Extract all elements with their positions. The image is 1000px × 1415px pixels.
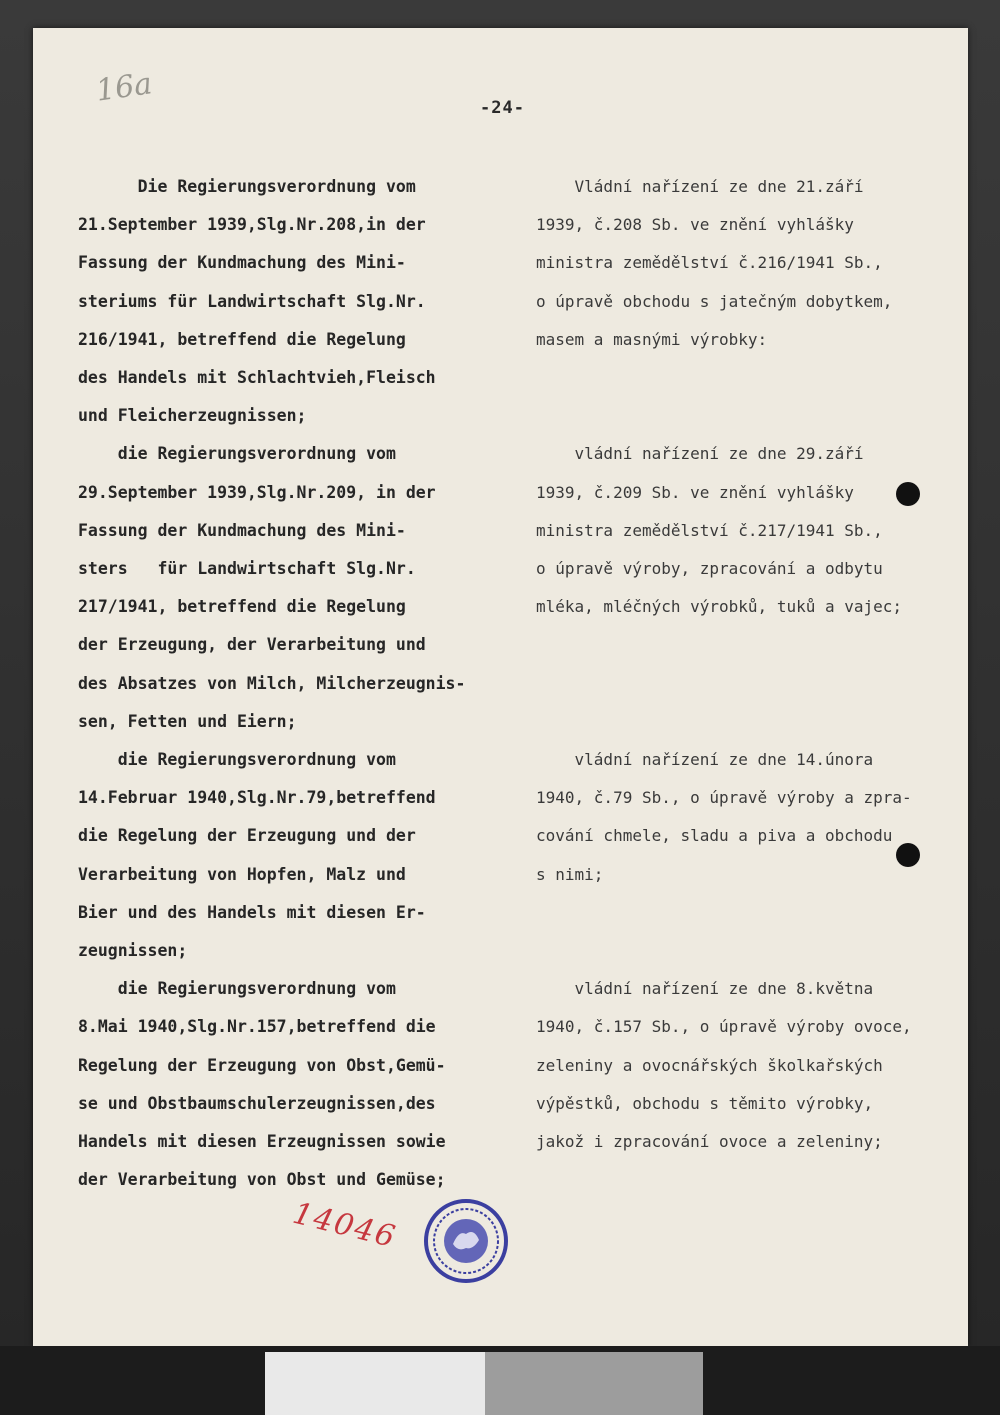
czech-line: výpěstků, obchodu s těmito výrobky, (536, 1093, 874, 1113)
czech-line (536, 359, 966, 397)
german-line: sters für Landwirtschaft Slg.Nr. (78, 559, 416, 579)
german-line: des Handels mit Schlachtvieh,Fleisch (78, 368, 436, 388)
folio-note: 16a (93, 66, 155, 109)
page-number: -24- (480, 98, 525, 118)
czech-line: Vládní nařízení ze dne 21.září (536, 177, 864, 196)
german-line: Regelung der Erzeugung von Obst,Gemü- (78, 1055, 446, 1075)
german-line: Handels mit diesen Erzeugnissen sowie (78, 1132, 446, 1152)
czech-line: o úpravě výroby, zpracování a odbytu (536, 559, 883, 579)
czech-line: o úpravě obchodu s jatečným dobytkem, (536, 291, 893, 311)
czech-line: ministra zemědělství č.216/1941 Sb., (536, 253, 883, 273)
german-line: zeugnissen; (78, 941, 188, 961)
czech-text (536, 168, 966, 1161)
color-patch-grey (485, 1352, 703, 1415)
german-line: steriums für Landwirtschaft Slg.Nr. (78, 291, 426, 311)
german-line: die Regierungsverordnung vom (78, 979, 396, 999)
german-line: Bier und des Handels mit diesen Er- (78, 902, 426, 922)
german-line: se und Obstbaumschulerzeugnissen,des (78, 1093, 436, 1113)
czech-line (536, 397, 966, 435)
german-line: Die Regierungsverordnung vom (78, 177, 416, 196)
czech-line: vládní nařízení ze dne 29.září (536, 444, 864, 464)
czech-line: vládní nařízení ze dne 8.května (536, 979, 874, 999)
german-line: Fassung der Kundmachung des Mini- (78, 253, 406, 273)
czech-line: 1940, č.157 Sb., o úpravě výroby ovoce, (536, 1017, 912, 1037)
czech-line (536, 703, 966, 741)
german-line: und Fleicherzeugnissen; (78, 406, 307, 426)
czech-line (536, 894, 966, 932)
czech-line: vládní nařízení ze dne 14.února (536, 750, 874, 770)
czech-line: 1939, č.209 Sb. ve znění vyhlášky (536, 482, 854, 502)
german-line: 29.September 1939,Slg.Nr.209, in der (78, 482, 436, 502)
german-line: 14.Februar 1940,Slg.Nr.79,betreffend (78, 788, 436, 808)
german-line: die Regierungsverordnung vom (78, 750, 396, 770)
german-line: des Absatzes von Milch, Milcherzeugnis- (78, 673, 466, 693)
german-line: der Verarbeitung von Obst und Gemüse; (78, 1170, 446, 1190)
czech-line: mléka, mléčných výrobků, tuků a vajec; (536, 597, 903, 617)
czech-line: masem a masnými výrobky: (536, 329, 768, 349)
color-patch-white (265, 1352, 485, 1415)
czech-line: 1940, č.79 Sb., o úpravě výroby a zpra- (536, 788, 912, 808)
czech-line: zeleniny a ovocnářských školkařských (536, 1055, 883, 1075)
czech-line: ministra zemědělství č.217/1941 Sb., (536, 520, 883, 540)
german-line: sen, Fetten und Eiern; (78, 711, 297, 731)
czech-line (536, 626, 966, 664)
punch-hole-icon (896, 843, 920, 867)
czech-line: jakož i zpracování ovoce a zeleniny; (536, 1132, 883, 1152)
german-line: Fassung der Kundmachung des Mini- (78, 520, 406, 540)
german-line: 216/1941, betreffend die Regelung (78, 329, 406, 349)
german-text (78, 168, 528, 1199)
czech-line: 1939, č.208 Sb. ve znění vyhlášky (536, 215, 854, 235)
czech-line: s nimi; (536, 864, 604, 884)
german-line: der Erzeugung, der Verarbeitung und (78, 635, 426, 655)
punch-hole-icon (896, 482, 920, 506)
german-line: die Regierungsverordnung vom (78, 444, 396, 464)
german-line: 217/1941, betreffend die Regelung (78, 597, 406, 617)
czech-line (536, 932, 966, 970)
czech-line (536, 665, 966, 703)
archive-stamp-icon (423, 1198, 509, 1284)
german-line: die Regelung der Erzeugung und der (78, 826, 416, 846)
czech-line: cování chmele, sladu a piva a obchodu (536, 826, 893, 846)
archive-number: 14046 (289, 1195, 401, 1256)
german-line: Verarbeitung von Hopfen, Malz und (78, 864, 406, 884)
german-line: 21.September 1939,Slg.Nr.208,in der (78, 215, 426, 235)
german-line: 8.Mai 1940,Slg.Nr.157,betreffend die (78, 1017, 436, 1037)
